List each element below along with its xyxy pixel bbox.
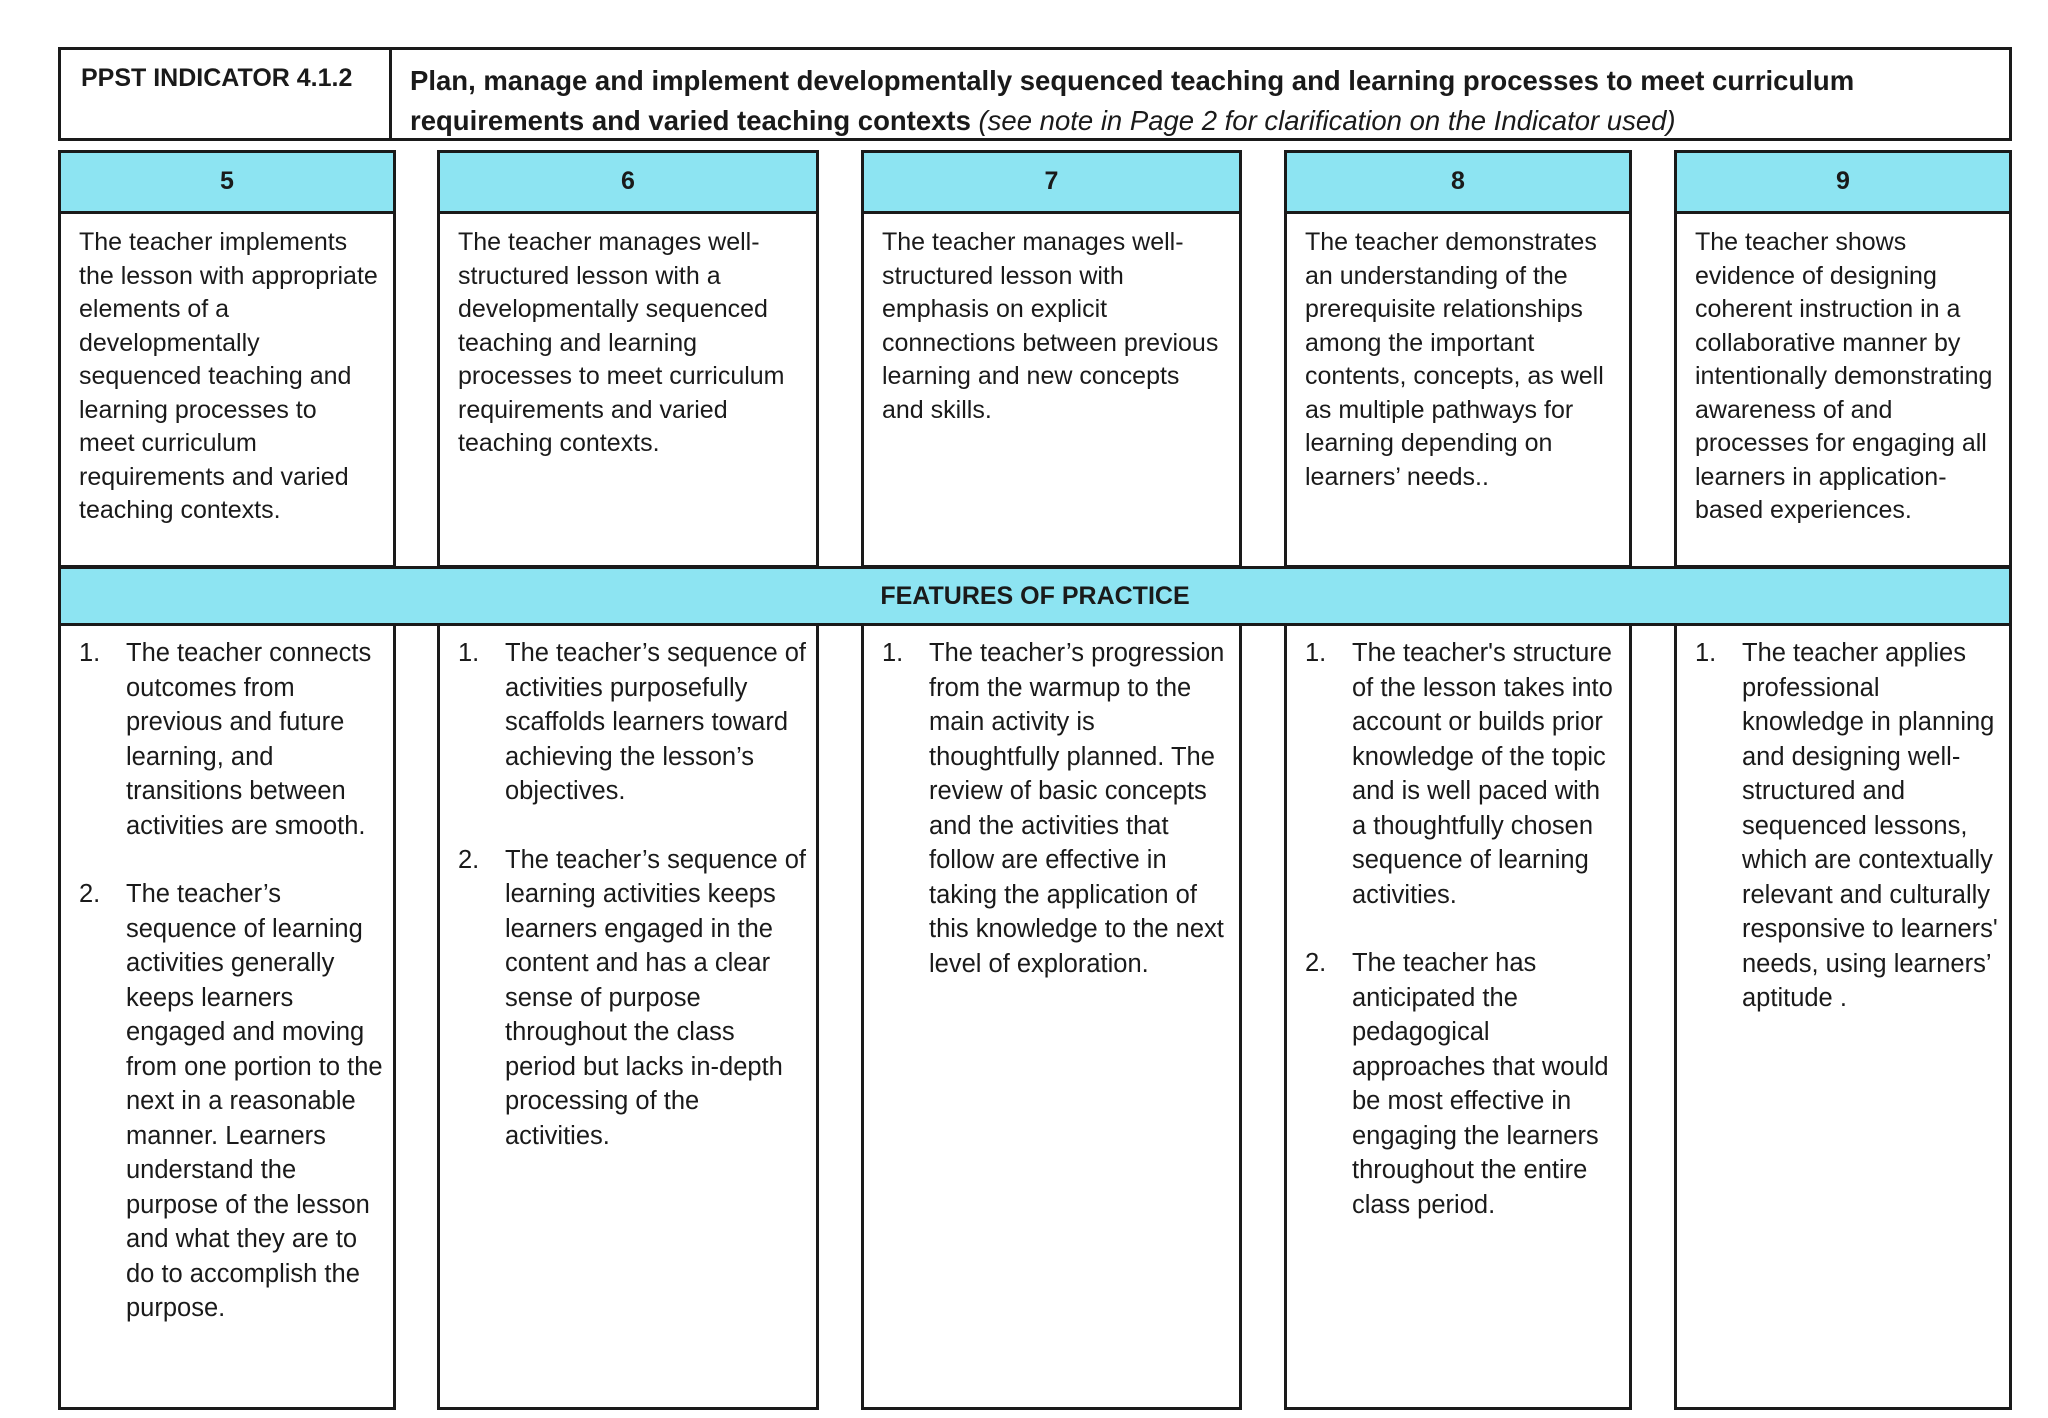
features-level-9 bbox=[1674, 624, 2012, 1410]
feature-item: 1. The teacher’s sequence of activities purposefully scaffolds learners toward achieving the lesson’s objectives. bbox=[458, 639, 807, 805]
features-of-practice-header: FEATURES OF PRACTICE bbox=[58, 566, 2012, 626]
feature-item: 2. The teacher’s sequence of learning activities generally keeps learners engaged and moving from one portion to the next in a reasonable manner. Learners understand the purpose of the lesson and what they are to do to accomplish the purpose. bbox=[79, 880, 383, 1322]
level-description-6: The teacher manages well-structured lesson with a developmentally sequenced teaching and learning processes to meet curriculum requirements and varied teaching contexts. bbox=[437, 214, 819, 568]
level-header-9: 9 bbox=[1674, 150, 2012, 214]
indicator-title-text: Plan, manage and implement developmentally sequenced teaching and learning processes to meet curriculum requirements and varied teaching contexts bbox=[410, 65, 1855, 136]
feature-item: 1. The teacher applies professional knowledge in planning and designing well-structured and sequenced lessons, which are contextually relevant and culturally responsive to learners' needs, using learners’ aptitude . bbox=[1695, 639, 1998, 1012]
feature-item: 1. The teacher connects outcomes from previous and future learning, and transitions between activities are smooth. bbox=[79, 639, 372, 840]
level-description-5: The teacher implements the lesson with appropriate elements of a developmentally sequenced teaching and learning processes to meet curriculum requirements and varied teaching contexts. bbox=[58, 214, 396, 568]
level-description-9: The teacher shows evidence of designing coherent instruction in a collaborative manner by intentionally demonstrating awareness of and processes for engaging all learners in application-based experiences. bbox=[1674, 214, 2012, 568]
features-level-8 bbox=[1284, 624, 1632, 1410]
level-header-8: 8 bbox=[1284, 150, 1632, 214]
indicator-header bbox=[58, 47, 2012, 141]
indicator-title bbox=[392, 50, 2009, 138]
feature-item: 1. The teacher’s progression from the warmup to the main activity is thoughtfully planned. The review of basic concepts and the activities that follow are effective in taking the application of this knowledge to the next level of exploration. bbox=[882, 639, 1225, 978]
feature-item: 2. The teacher has anticipated the pedagogical approaches that would be most effective in engaging the learners throughout the entire class period. bbox=[1305, 949, 1609, 1219]
indicator-code: PPST INDICATOR 4.1.2 bbox=[61, 50, 392, 138]
features-level-6 bbox=[437, 624, 819, 1410]
level-header-5: 5 bbox=[58, 150, 396, 214]
level-header-6: 6 bbox=[437, 150, 819, 214]
level-description-8: The teacher demonstrates an understanding of the prerequisite relationships among the important contents, concepts, as well as multiple pathways for learning depending on learners’ needs.. bbox=[1284, 214, 1632, 568]
indicator-note: (see note in Page 2 for clarification on the Indicator used) bbox=[978, 105, 1676, 136]
level-description-7: The teacher manages well-structured lesson with emphasis on explicit connections between previous learning and new concepts and skills. bbox=[861, 214, 1242, 568]
features-level-5 bbox=[58, 624, 396, 1410]
features-level-7 bbox=[861, 624, 1242, 1410]
feature-item: 2. The teacher’s sequence of learning activities keeps learners engaged in the content and has a clear sense of purpose throughout the class period but lacks in-depth processing of the activities. bbox=[458, 845, 807, 1150]
level-header-7: 7 bbox=[861, 150, 1242, 214]
feature-item: 1. The teacher's structure of the lesson takes into account or builds prior knowledge of the topic and is well paced with a thoughtfully chosen sequence of learning activities. bbox=[1305, 639, 1613, 909]
